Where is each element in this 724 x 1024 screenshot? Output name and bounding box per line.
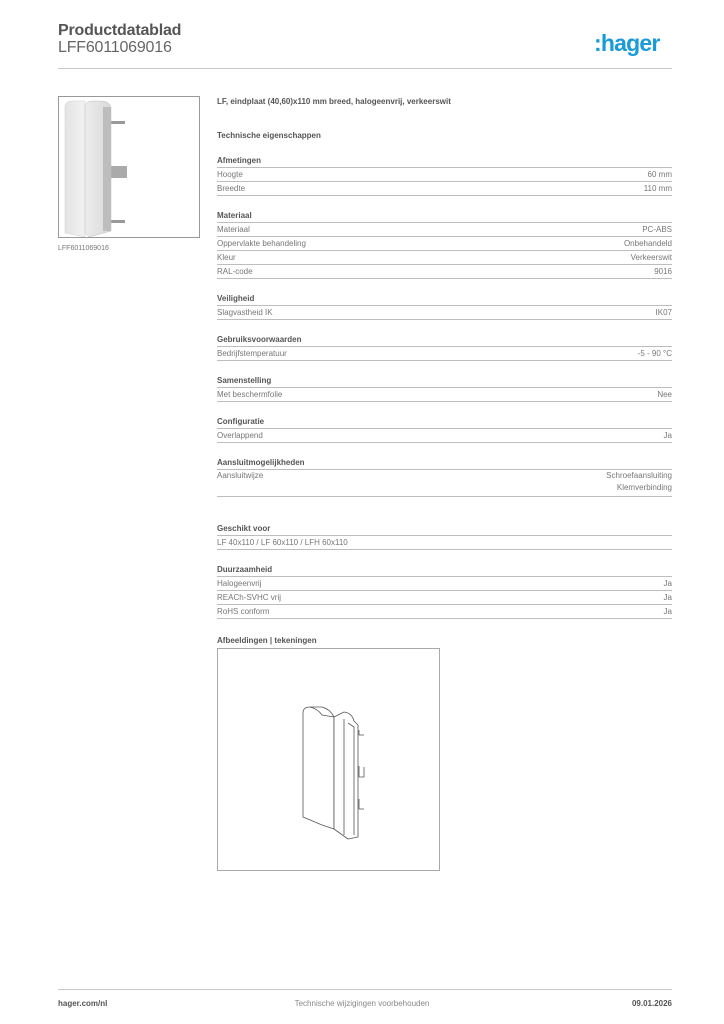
section-configuratie <box>217 416 672 443</box>
spec-label: Oppervlakte behandeling <box>217 239 306 248</box>
spec-label: Slagvastheid IK <box>217 308 273 317</box>
spec-row <box>217 591 672 605</box>
spec-value <box>606 470 672 494</box>
spec-label: Bedrijfstemperatuur <box>217 349 287 358</box>
spec-row <box>217 536 672 550</box>
spec-row <box>217 577 672 591</box>
spec-value: Ja <box>663 607 672 616</box>
spec-label: Materiaal <box>217 225 250 234</box>
spec-row <box>217 182 672 196</box>
product-drawing-icon <box>218 649 439 870</box>
section-heading: Veiligheid <box>217 293 672 306</box>
spec-value-line: Schroefaansluiting <box>606 471 672 480</box>
technical-properties-title: Technische eigenschappen <box>217 131 321 140</box>
spec-value: Ja <box>663 579 672 588</box>
section-gebruiksvoorwaarden <box>217 334 672 361</box>
section-heading: Duurzaamheid <box>217 564 672 577</box>
section-materiaal <box>217 210 672 279</box>
thumbnail-caption: LFF6011069016 <box>58 245 109 252</box>
main-content <box>217 96 672 646</box>
spec-label: Met beschermfolie <box>217 390 283 399</box>
spec-label: REACh-SVHC vrij <box>217 593 282 602</box>
spec-value: PC-ABS <box>642 225 672 234</box>
spec-value-line: Klemverbinding <box>616 483 672 492</box>
product-photo-icon <box>59 97 199 237</box>
spec-value: IK07 <box>655 308 672 317</box>
spec-label: RAL-code <box>217 267 253 276</box>
section-aansluitmogelijkheden <box>217 457 672 497</box>
spec-value: Onbehandeld <box>623 239 672 248</box>
spec-value: Verkeerswit <box>630 253 672 262</box>
spec-row <box>217 605 672 619</box>
technical-drawing <box>217 648 440 871</box>
document-title: Productdatablad <box>58 22 182 39</box>
spec-row <box>217 223 672 237</box>
spec-label: RoHS conform <box>217 607 270 616</box>
footer-divider <box>58 989 672 990</box>
section-heading: Samenstelling <box>217 375 672 388</box>
product-thumbnail <box>58 96 200 238</box>
section-duurzaamheid <box>217 564 672 619</box>
section-afmetingen <box>217 155 672 196</box>
section-geschikt-voor <box>217 523 672 550</box>
footer-date: 09.01.2026 <box>631 999 672 1008</box>
product-description: LF, eindplaat (40,60)x110 mm breed, halogeenvrij, verkeerswit <box>217 97 451 106</box>
spec-value: 9016 <box>654 267 672 276</box>
spec-row <box>217 347 672 361</box>
spec-value: 60 mm <box>647 170 672 179</box>
spec-row <box>217 237 672 251</box>
section-heading: Aansluitmogelijkheden <box>217 457 672 470</box>
spec-label: Overlappend <box>217 431 263 440</box>
spec-label: Breedte <box>217 184 246 193</box>
hager-logo: :hager <box>594 30 660 56</box>
images-section-title: Afbeeldingen | tekeningen <box>217 636 317 645</box>
section-heading: Afmetingen <box>217 155 672 168</box>
section-heading: Gebruiksvoorwaarden <box>217 334 672 347</box>
spec-row <box>217 168 672 182</box>
spec-row <box>217 265 672 279</box>
spec-value: Ja <box>663 431 672 440</box>
footer-disclaimer: Technische wijzigingen voorbehouden <box>294 999 430 1008</box>
spec-value: 110 mm <box>643 184 672 193</box>
spec-value: Ja <box>663 593 672 602</box>
spec-label: Hoogte <box>217 170 243 179</box>
section-heading: Materiaal <box>217 210 672 223</box>
section-heading: Geschikt voor <box>217 523 672 536</box>
footer-website-link[interactable]: hager.com/nl <box>58 999 108 1008</box>
spec-row <box>217 470 672 497</box>
spec-value: -5 - 90 °C <box>637 349 672 358</box>
section-heading: Configuratie <box>217 416 672 429</box>
header-divider <box>58 68 672 69</box>
section-veiligheid <box>217 293 672 320</box>
spec-label: Aansluitwijze <box>217 471 264 480</box>
spec-row <box>217 388 672 402</box>
spec-row <box>217 306 672 320</box>
spec-label: Kleur <box>217 253 236 262</box>
spec-value: Nee <box>657 390 672 399</box>
spec-row <box>217 251 672 265</box>
section-samenstelling <box>217 375 672 402</box>
spec-label: Halogeenvrij <box>217 579 262 588</box>
compatible-products: LF 40x110 / LF 60x110 / LFH 60x110 <box>217 538 348 547</box>
article-number: LFF6011069016 <box>58 39 172 56</box>
spec-row <box>217 429 672 443</box>
